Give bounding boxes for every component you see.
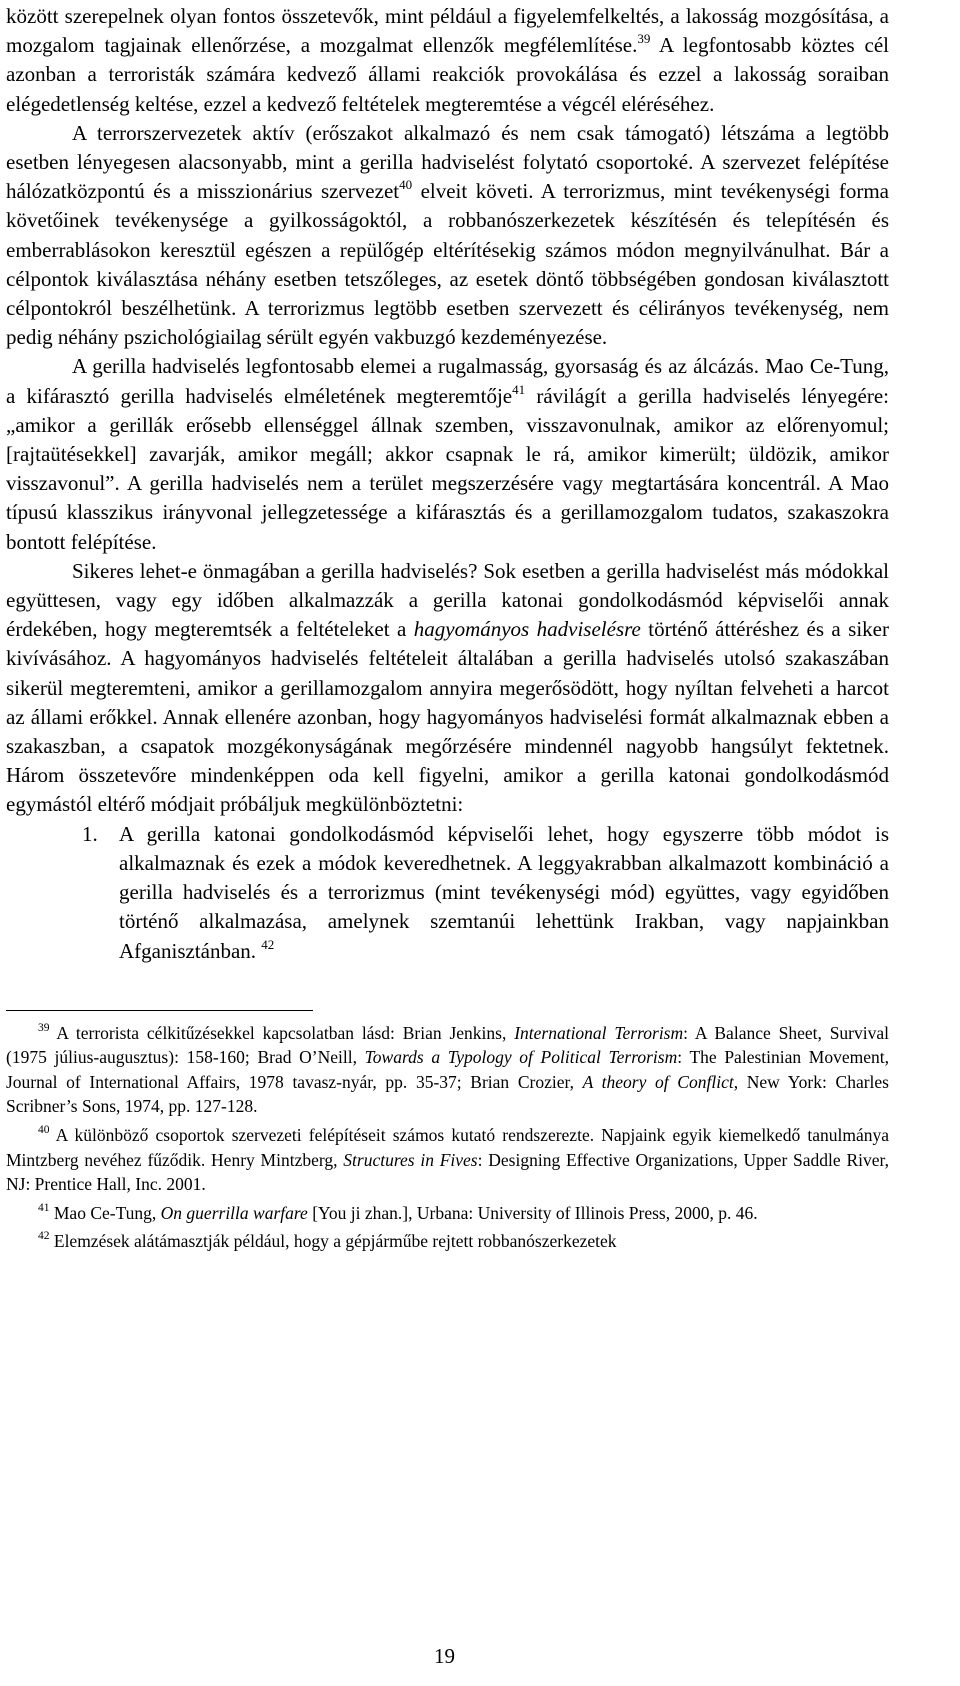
footnote-41 [6, 1201, 889, 1226]
paragraph-text: elveit követi. A terrorizmus, mint tevékenységi forma követőinek tevékenysége a gyilkosságoktól, a robbanószerkezetek készítésén és telepítésén és emberrablásokon keresztül egészen a repülőgép eltérítésekig számos módon megnyilvánulhat. Bár a célpontok kiválasztása néhány esetben tetszőleges, az esetek döntő többségében gondosan kiválasztott célpontokról beszélhetünk. A terrorizmus legtöbb esetben szervezett és célirányos tevékenység, nem pedig néhány pszichológiailag sérült egyén vakbuzgó kezdeményezése. [6, 179, 889, 350]
footnote-text: , New York: Charles Scribner’s Sons, 1974, pp. 127-128. [6, 1071, 889, 1117]
paragraph-2 [6, 119, 889, 353]
body-text [6, 2, 889, 820]
footnote-ref-39[interactable]: 39 [637, 31, 651, 47]
footnote-ref-41[interactable]: 41 [512, 381, 526, 397]
footnote-title: A theory of Conflict [582, 1071, 734, 1092]
footnote-text: A terrorista célkitűzésekkel kapcsolatban lásd: Brian Jenkins, [49, 1022, 515, 1043]
footnote-42 [6, 1229, 889, 1254]
footnote-number: 39 [38, 1021, 50, 1034]
footnote-separator [6, 1010, 313, 1011]
footnote-title: Structures in Fives [343, 1149, 478, 1170]
paragraph-text: Sikeres lehet-e önmagában a gerilla hadviselés? Sok esetben a gerilla hadviselést más módokkal együttesen, vagy egy időben alkalmazzák a gerilla katonai gondolkodásmód képviselői annak érdekében, hogy megteremtsék a feltételeket a [6, 558, 889, 642]
footnotes [6, 1021, 889, 1254]
page-number: 19 [434, 1644, 455, 1668]
footnote-text: [You ji zhan.], Urbana: University of Illinois Press, 2000, p. 46. [307, 1202, 758, 1223]
footnote-number: 40 [38, 1124, 50, 1137]
footnote-title: On guerrilla warfare [160, 1202, 308, 1223]
list-number: 1. [82, 821, 98, 846]
paragraph-text: történő áttéréshez és a siker kivívásához. A hagyományos hadviselés feltételeit általában a gerilla hadviselés utolsó szakaszában sikerül megteremteni, amikor a gerillamozgalom annyira megerősödött, hogy nyíltan felveheti a harcot az állami erőkkel. Annak ellenére azonban, hogy hagyományos hadviselési formát alkalmaznak ebben a szakaszban, a csapatok mozgékonyságának megőrzésére mindennél nagyobb hangsúlyt fektetnek. Három összetevőre mindenképpen oda kell figyelni, amikor a gerilla katonai gondolkodásmód egymástól eltérő módjait próbáljuk megkülönböztetni: [6, 617, 889, 817]
footnote-number: 42 [38, 1230, 50, 1243]
footnote-ref-42[interactable]: 42 [261, 936, 275, 952]
paragraph-text: A terrorszervezetek aktív (erőszakot alkalmazó és nem csak támogató) létszáma a legtöbb esetben lényegesen alacsonyabb, mint a gerilla hadviselést folytató csoportoké. A szervezet felépítése hálózatközpontú és a misszionárius szervezet [6, 120, 889, 204]
paragraph-text: A gerilla hadviselés legfontosabb elemei a rugalmasság, gyorsaság és az álcázás. Mao Ce-Tung, a kifárasztó gerilla hadviselés elméletének megteremtője [6, 354, 889, 408]
paragraph-4 [6, 557, 889, 820]
paragraph-3 [6, 352, 889, 556]
footnote-text: Mao Ce-Tung, [49, 1202, 161, 1223]
footnote-text: : A Balance Sheet, Survival (1975 július-augusztus): 158-160; Brad O’Neill, [6, 1022, 889, 1068]
emphasis-text: hagyományos hadviselésre [413, 617, 641, 642]
paragraph-text: A legfontosabb köztes cél azonban a terroristák számára kedvező állami reakciók provokálása és ezzel a lakosság soraiban elégedetlenség keltése, ezzel a kedvező feltételek megteremtése a végcél eléréséhez. [6, 33, 889, 116]
footnote-ref-40[interactable]: 40 [399, 177, 413, 193]
list-item-text: A gerilla katonai gondolkodásmód képviselői lehet, hogy egyszerre több módot is alkalmaznak és ezek a módok keveredhetnek. A leggyakrabban alkalmazott kombináció a gerilla hadviselés és a terrorizmus (mint tevékenységi mód) együttes, vagy egyidőben történő alkalmazása, amelynek szemtanúi lehettünk Irakban, vagy napjainkban Afganisztánban. [119, 821, 889, 963]
footnote-text: A különböző csoportok szervezeti felépítéseit számos kutató rendszerezte. Napjaink egyik kiemelkedő tanulmánya Mintzberg nevéhez fűződik. Henry Mintzberg, [6, 1125, 889, 1170]
paragraph-text: rávilágít a gerilla hadviselés lényegére: „amikor a gerillák erősebb ellenséggel állnak szemben, visszavonulnak, amikor az előrenyomul; [rajtaütésekkel] zavarják, amikor megáll; akkor csapnak le rá, amikor kimerült; üldözik, amikor visszavonul”. A gerilla hadviselés nem a terület megszerzésére vagy megtartására koncentrál. A Mao típusú klasszikus irányvonal jellegzetessége a kifárasztás és a gerillamozgalom tudatos, szakaszokra bontott felépítése. [6, 383, 889, 554]
paragraph-text: között szerepelnek olyan fontos összetevők, mint például a figyelemfelkeltés, a lakosság mozgósítása, a mozgalom tagjainak ellenőrzése, a mozgalmat ellenzők megfélemlítése. [6, 4, 889, 58]
footnote-text: Elemzések alátámasztják például, hogy a gépjárműbe rejtett robbanószerkezetek [49, 1231, 617, 1252]
document-page [6, 2, 889, 1254]
list-item [6, 820, 889, 966]
numbered-list [6, 820, 889, 966]
footnote-39 [6, 1021, 889, 1119]
footnote-text: : Designing Effective Organizations, Upper Saddle River, NJ: Prentice Hall, Inc. 2001. [6, 1149, 889, 1195]
footnote-40 [6, 1123, 889, 1197]
footnote-number: 41 [38, 1201, 50, 1214]
footnote-title: Towards a Typology of Political Terrorism [364, 1047, 678, 1068]
footnote-title: International Terrorism [514, 1022, 684, 1043]
paragraph-1 [6, 2, 889, 119]
footnote-text: : The Palestinian Movement, Journal of International Affairs, 1978 tavasz-nyár, pp. 35-37; Brian Crozier, [6, 1047, 889, 1092]
